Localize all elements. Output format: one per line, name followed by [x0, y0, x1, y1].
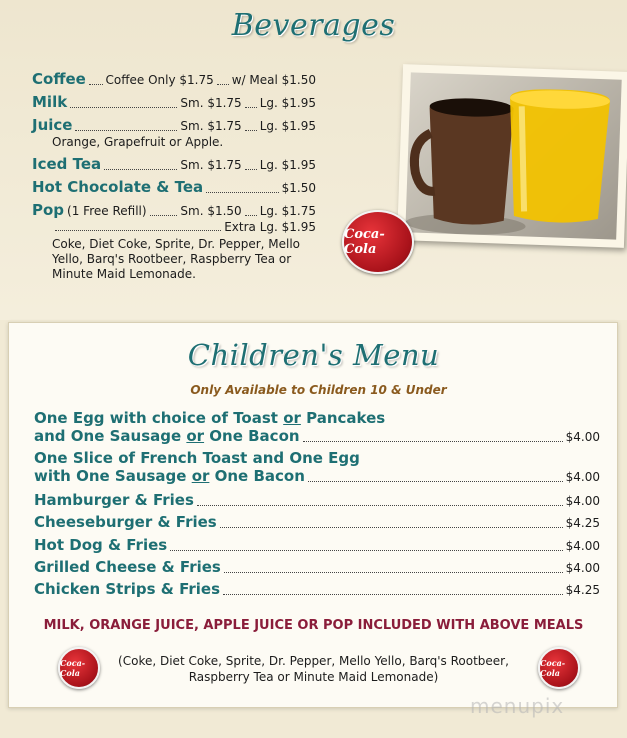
leader-dots [245, 107, 257, 108]
item-price-extra-large: Extra Lg. $1.95 [224, 220, 316, 234]
item-name-part: One Bacon [204, 427, 300, 445]
item-price: $1.50 [281, 181, 316, 195]
item-name-line [34, 409, 385, 427]
item-price-small: Sm. $1.50 [180, 204, 242, 218]
leader-dots [308, 481, 563, 482]
leader-dots [170, 550, 562, 551]
menu-item-milk [32, 93, 316, 111]
coffee-and-juice-illustration [405, 72, 621, 239]
item-name-part: with One Sausage [34, 467, 192, 485]
item-name-part: One Egg with choice of Toast [34, 409, 284, 427]
item-name-part: or [186, 427, 205, 445]
leader-dots [70, 107, 177, 108]
item-name: Coffee [32, 70, 86, 88]
leader-dots [206, 192, 279, 193]
item-name-part: or [283, 409, 301, 427]
refill-note: (1 Free Refill) [67, 204, 147, 218]
leader-dots [89, 84, 103, 85]
drink-choices [100, 653, 527, 685]
menu-item-juice [32, 116, 316, 134]
menu-item-cheeseburger-fries [34, 513, 600, 531]
pop-choices-line: Yello, Barq's Rootbeer, Raspberry Tea or [52, 252, 292, 266]
item-price: $4.25 [565, 516, 600, 530]
item-name: Cheeseburger & Fries [34, 513, 217, 531]
coffee-and-juice-image [405, 72, 621, 239]
menu-item-egg-toast-pancakes [34, 409, 600, 445]
leader-dots [245, 169, 257, 170]
leader-dots [150, 215, 178, 216]
item-price-small: Sm. $1.75 [180, 119, 242, 133]
item-name: Grilled Cheese & Fries [34, 558, 221, 576]
item-price-large: Lg. $1.95 [259, 119, 316, 133]
menu-item-iced-tea [32, 155, 316, 173]
leader-dots [197, 505, 563, 506]
item-price-large: Lg. $1.75 [259, 204, 316, 218]
item-price: $4.00 [565, 494, 600, 508]
item-name: Pop [32, 201, 65, 219]
menu-item-grilled-cheese-fries [34, 558, 600, 576]
included-drinks-note: MILK, ORANGE JUICE, APPLE JUICE OR POP INCLUDED WITH ABOVE MEALS [43, 618, 584, 633]
leader-dots [245, 130, 257, 131]
item-name: Juice [32, 116, 73, 134]
item-price: $4.00 [565, 539, 600, 553]
item-name-part: and One Sausage [34, 427, 187, 445]
item-name-line [34, 467, 305, 485]
leader-dots [245, 215, 257, 216]
menu-item-chicken-strips-fries [34, 580, 600, 598]
pop-choices-line: Coke, Diet Coke, Sprite, Dr. Pepper, Mello [52, 237, 301, 251]
item-price: $4.00 [565, 430, 600, 444]
item-price: $4.25 [565, 583, 600, 597]
item-name-part: Pancakes [300, 409, 386, 427]
drink-choices-line: Raspberry Tea or Minute Maid Lemonade) [188, 670, 439, 684]
pop-choices [52, 237, 300, 282]
leader-dots [217, 84, 229, 85]
pop-extra-large-row [52, 220, 316, 234]
leader-dots [104, 169, 177, 170]
item-name: Hamburger & Fries [34, 491, 194, 509]
drink-choices-line: (Coke, Diet Coke, Sprite, Dr. Pepper, Mello Yello, Barq's Rootbeer, [118, 654, 509, 668]
item-name-part: or [191, 467, 210, 485]
item-price-large: Lg. $1.95 [259, 158, 316, 172]
item-price-small: Sm. $1.75 [180, 158, 242, 172]
menu-item-pop [32, 201, 316, 219]
item-name: Hot Chocolate & Tea [32, 178, 204, 196]
menu-item-french-toast-egg [34, 449, 600, 485]
item-name: Milk [32, 93, 68, 111]
item-price: w/ Meal $1.50 [231, 73, 316, 87]
leader-dots [220, 527, 563, 528]
childrens-menu-title: Children's Menu [187, 338, 440, 372]
item-name-line: One Slice of French Toast and One Egg [34, 449, 360, 467]
item-name: Hot Dog & Fries [34, 536, 168, 554]
watermark: menupix [470, 694, 565, 718]
leader-dots [75, 130, 177, 131]
beverages-title: Beverages [231, 8, 396, 43]
childrens-menu-subtitle: Only Available to Children 10 & Under [190, 383, 447, 397]
item-name: Iced Tea [32, 155, 102, 173]
item-price: Coffee Only $1.75 [105, 73, 214, 87]
item-price-large: Lg. $1.95 [259, 96, 316, 110]
coca-cola-logo-right: Coca-Cola [538, 647, 580, 689]
coca-cola-logo-left: Coca-Cola [58, 647, 100, 689]
coca-cola-logo: Coca-Cola [342, 210, 414, 274]
leader-dots [223, 594, 563, 595]
menu-item-coffee [32, 70, 316, 88]
menu-item-hot-dog-fries [34, 536, 600, 554]
leader-dots [55, 230, 221, 231]
leader-dots [303, 441, 563, 442]
item-name: Chicken Strips & Fries [34, 580, 220, 598]
item-price-small: Sm. $1.75 [180, 96, 242, 110]
leader-dots [224, 572, 563, 573]
item-price: $4.00 [565, 561, 600, 575]
item-price: $4.00 [565, 470, 600, 484]
juice-options: Orange, Grapefruit or Apple. [52, 135, 224, 149]
beverage-photo [397, 64, 627, 248]
menu-item-hot-chocolate-tea [32, 178, 316, 196]
menu-item-hamburger-fries [34, 491, 600, 509]
pop-choices-line: Minute Maid Lemonade. [52, 267, 196, 281]
item-name-part: One Bacon [209, 467, 305, 485]
item-name-line [34, 427, 300, 445]
